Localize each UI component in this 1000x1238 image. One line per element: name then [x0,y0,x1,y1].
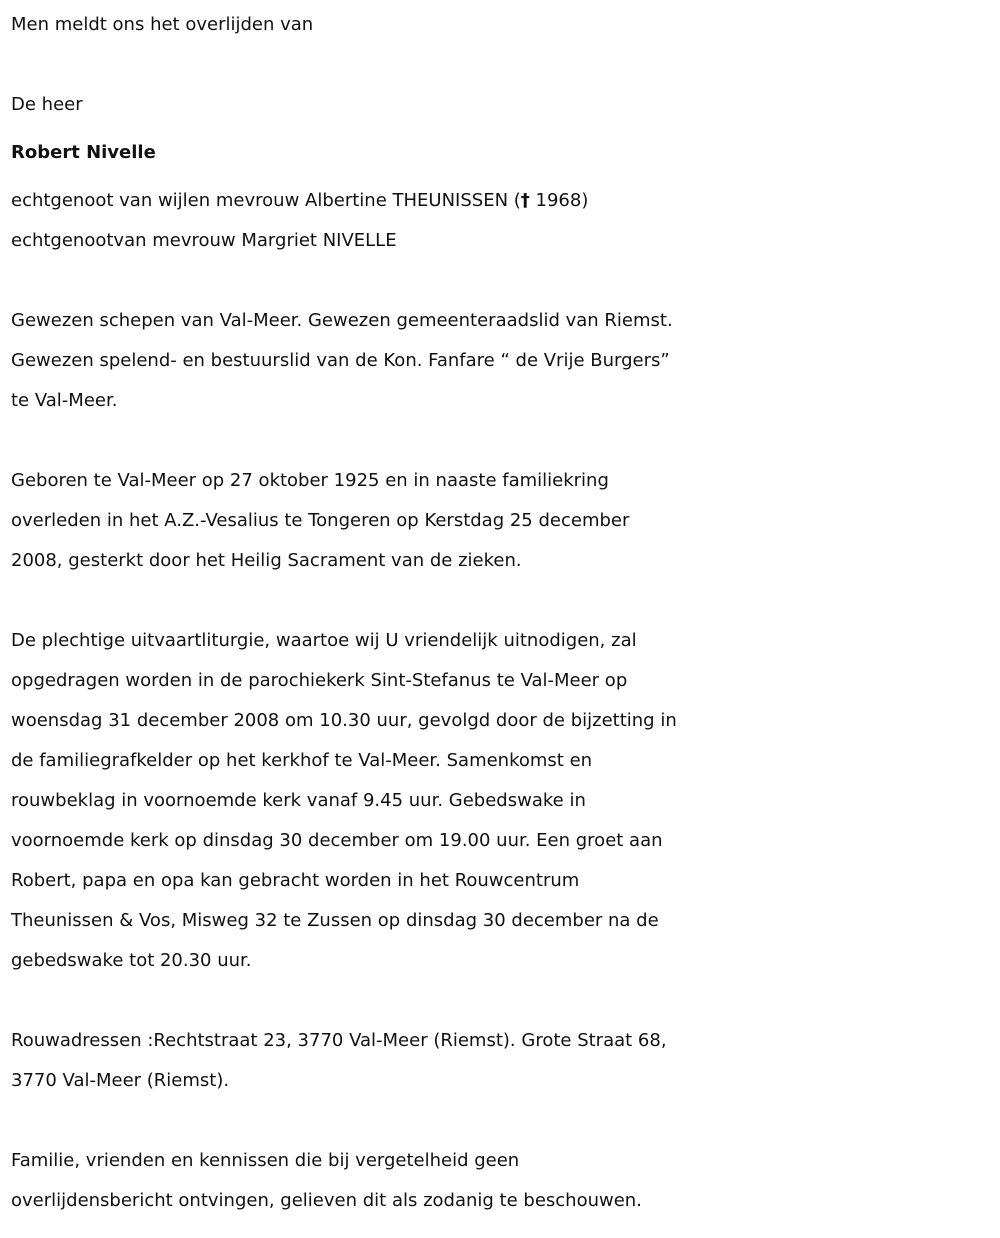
funeral-line: opgedragen worden in de parochiekerk Sint-Stefanus te Val-Meer op [11,670,628,691]
spouse-late-suffix: 1968) [529,190,589,211]
intro-text: Men meldt ons het overlijden van [11,14,314,35]
roles-line: Gewezen schepen van Val-Meer. Gewezen gemeenteraadslid van Riemst. [11,310,673,331]
spouse-late-line [11,181,1000,221]
closing-line: Familie, vrienden en kennissen die bij vergetelheid geen [11,1150,520,1171]
closing-line: overlijdensbericht ontvingen, gelieven dit als zodanig te beschouwen. [11,1190,642,1211]
roles-line: te Val-Meer. [11,390,118,411]
address-line: 3770 Val-Meer (Riemst). [11,1070,230,1091]
funeral-line: De plechtige uitvaartliturgie, waartoe wij U vriendelijk uitnodigen, zal [11,630,637,651]
funeral-line: Theunissen & Vos, Misweg 32 te Zussen op dinsdag 30 december na de [11,910,659,931]
funeral-line: de familiegrafkelder op het kerkhof te Val-Meer. Samenkomst en [11,750,593,771]
spouse-current-line: echtgenootvan mevrouw Margriet NIVELLE [11,230,397,251]
roles-line: Gewezen spelend- en bestuurslid van de Kon. Fanfare “ de Vrije Burgers” [11,350,670,371]
spouse-late-prefix: echtgenoot van wijlen mevrouw Albertine THEUNISSEN ( [11,190,521,211]
deceased-name: Robert Nivelle [11,142,156,163]
birth-death-line: 2008, gesterkt door het Heilig Sacrament van de zieken. [11,550,522,571]
address-line: Rouwadressen :Rechtstraat 23, 3770 Val-Meer (Riemst). Grote Straat 68, [11,1030,667,1051]
funeral-line: gebedswake tot 20.30 uur. [11,950,252,971]
funeral-line: woensdag 31 december 2008 om 10.30 uur, gevolgd door de bijzetting in [11,710,677,731]
funeral-line: Robert, papa en opa kan gebracht worden in het Rouwcentrum [11,870,580,891]
funeral-line: rouwbeklag in voornoemde kerk vanaf 9.45 uur. Gebedswake in [11,790,586,811]
cross-icon: † [520,190,530,211]
funeral-line: voornoemde kerk op dinsdag 30 december om 19.00 uur. Een groet aan [11,830,663,851]
birth-death-line: overleden in het A.Z.-Vesalius te Tongeren op Kerstdag 25 december [11,510,630,531]
birth-death-line: Geboren te Val-Meer op 27 oktober 1925 en in naaste familiekring [11,470,609,491]
salutation: De heer [11,94,83,115]
